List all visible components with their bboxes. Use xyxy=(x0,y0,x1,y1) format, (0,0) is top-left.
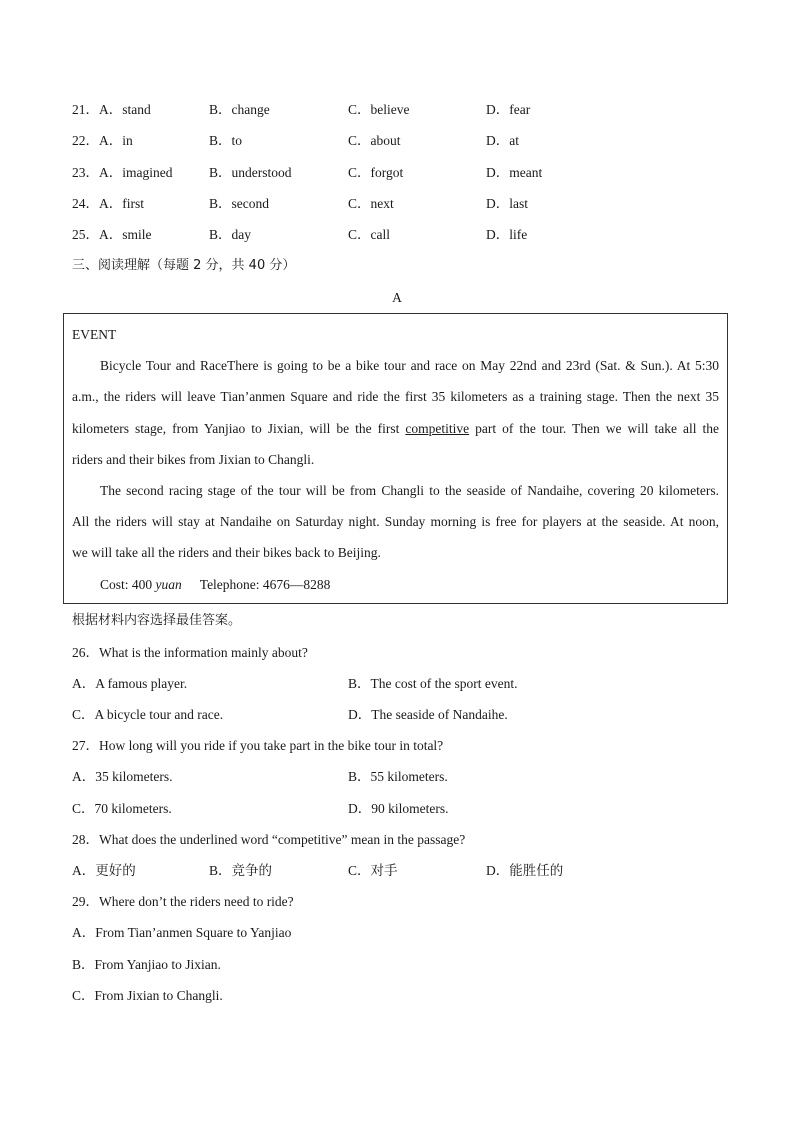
passage-line: All the riders will stay at Nandaihe on Saturday night. Sunday morning is free for players at the seaside. At noon, xyxy=(72,514,719,529)
q27-option-b[interactable]: B．55 kilometers. xyxy=(348,769,448,784)
q29-option-c[interactable]: C．From Jixian to Changli. xyxy=(72,988,223,1003)
q25-option-d[interactable]: D．life xyxy=(486,227,528,242)
q24-option-c[interactable]: C．next xyxy=(348,196,394,211)
passage-heading: EVENT xyxy=(72,327,117,342)
q29-option-a[interactable]: A．From Tian’anmen Square to Yanjiao xyxy=(72,925,292,940)
q21-option-d[interactable]: D．fear xyxy=(486,102,531,117)
q23-option-b[interactable]: B．understood xyxy=(209,165,292,180)
q27-option-c[interactable]: C．70 kilometers. xyxy=(72,801,172,816)
passage-letter: A xyxy=(392,290,402,305)
q25-option-a[interactable]: 25．A．smile xyxy=(72,227,152,242)
q26-option-d[interactable]: D．The seaside of Nandaihe. xyxy=(348,707,508,722)
q29-option-b[interactable]: B．From Yanjiao to Jixian. xyxy=(72,957,221,972)
instruction: 根据材料内容选择最佳答案。 xyxy=(72,613,242,628)
q26-option-b[interactable]: B．The cost of the sport event. xyxy=(348,676,518,691)
q28-option-b[interactable]: B．竞争的 xyxy=(209,863,273,878)
passage-box xyxy=(63,313,728,604)
passage-line: Bicycle Tour and RaceThere is going to be a bike tour and race on May 22nd and 23rd (Sat. & Sun.). At 5:30 xyxy=(100,358,719,373)
q26-option-a[interactable]: A．A famous player. xyxy=(72,676,188,691)
q28-option-c[interactable]: C．对手 xyxy=(348,863,398,878)
q27-option-a[interactable]: A．35 kilometers. xyxy=(72,769,173,784)
q24-option-a[interactable]: 24．A．first xyxy=(72,196,144,211)
passage-cost-line: Cost: 400 yuan Telephone: 4676—8288 xyxy=(100,577,331,592)
q21-option-b[interactable]: B．change xyxy=(209,102,270,117)
q28-option-a[interactable]: A．更好的 xyxy=(72,863,136,878)
q25-option-c[interactable]: C．call xyxy=(348,227,390,242)
question-26-stem: 26．What is the information mainly about? xyxy=(72,645,308,660)
question-28-stem: 28．What does the underlined word “competitive” mean in the passage? xyxy=(72,832,466,847)
q21-option-c[interactable]: C．believe xyxy=(348,102,410,117)
q24-option-d[interactable]: D．last xyxy=(486,196,528,211)
q28-option-d[interactable]: D．能胜任的 xyxy=(486,863,564,878)
passage-line: kilometers stage, from Yanjiao to Jixian, will be the first competitive part of the tour. Then we will take all the xyxy=(72,421,719,436)
q26-option-c[interactable]: C．A bicycle tour and race. xyxy=(72,707,224,722)
q23-option-a[interactable]: 23．A．imagined xyxy=(72,165,173,180)
passage-line: a.m., the riders will leave Tian’anmen Square and ride the first 35 kilometers as a training stage. Then the next 35 xyxy=(72,389,719,404)
q27-option-d[interactable]: D．90 kilometers. xyxy=(348,801,449,816)
q25-option-b[interactable]: B．day xyxy=(209,227,251,242)
q23-option-d[interactable]: D．meant xyxy=(486,165,543,180)
q24-option-b[interactable]: B．second xyxy=(209,196,269,211)
q22-option-a[interactable]: 22．A．in xyxy=(72,133,133,148)
q22-option-d[interactable]: D．at xyxy=(486,133,519,148)
underlined-word: competitive xyxy=(405,421,470,436)
question-29-stem: 29．Where don’t the riders need to ride? xyxy=(72,894,294,909)
q23-option-c[interactable]: C．forgot xyxy=(348,165,404,180)
question-27-stem: 27．How long will you ride if you take part in the bike tour in total? xyxy=(72,738,444,753)
q21-option-a[interactable]: 21．A．stand xyxy=(72,102,151,117)
q22-option-c[interactable]: C．about xyxy=(348,133,401,148)
passage-line: The second racing stage of the tour will be from Changli to the seaside of Nandaihe, covering 20 kilometers. xyxy=(100,483,719,498)
q22-option-b[interactable]: B．to xyxy=(209,133,243,148)
passage-line: riders and their bikes from Jixian to Changli. xyxy=(72,452,315,467)
section-title: 三、阅读理解（每题 2 分，共 40 分） xyxy=(72,258,296,273)
passage-line: we will take all the riders and their bikes back to Beijing. xyxy=(72,545,381,560)
